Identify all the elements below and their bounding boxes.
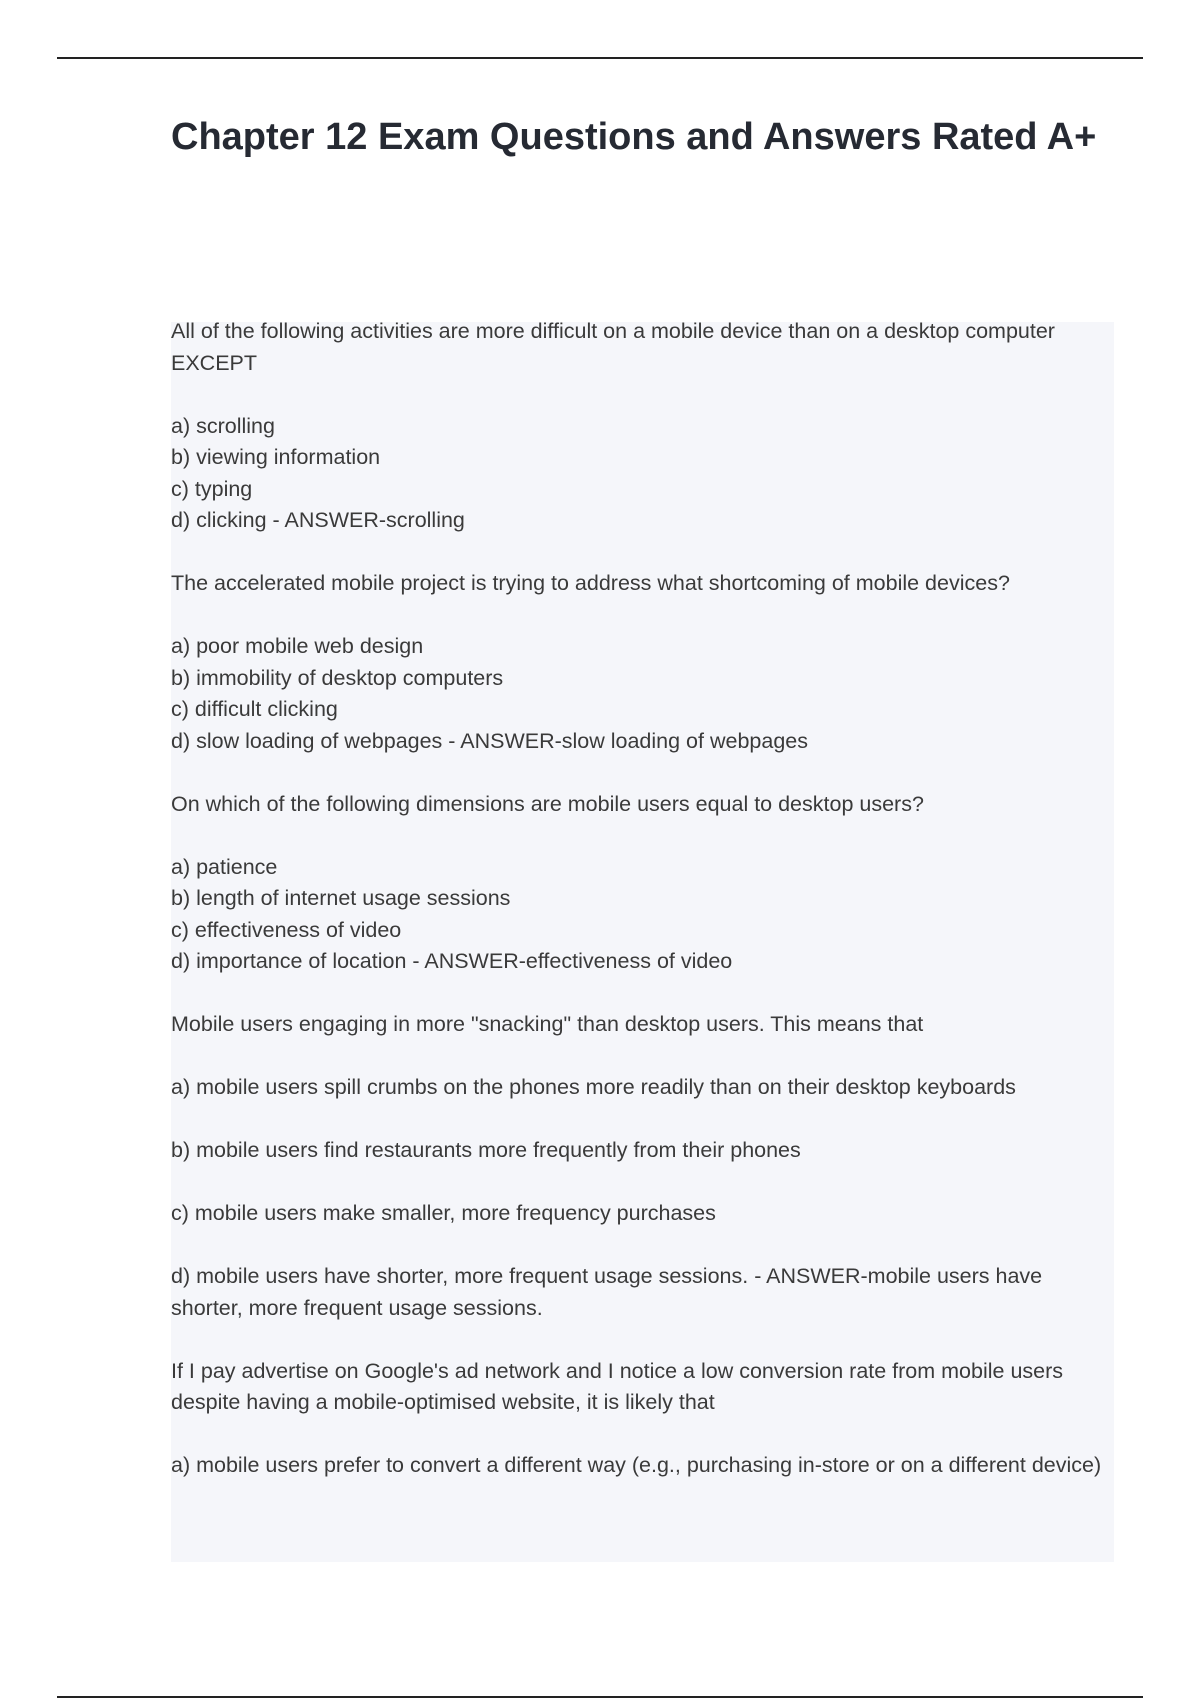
question-5: If I pay advertise on Google's ad network and I notice a low conversion rate from mobile users despite having a mobile-optimised website, it is likely that (171, 1358, 1064, 1414)
question-3: On which of the following dimensions are mobile users equal to desktop users? (171, 791, 924, 816)
question-3-options: a) patience b) length of internet usage sessions c) effectiveness of video d) importance of location - ANSWER-effectiveness of video (171, 854, 733, 973)
question-4-option-c: c) mobile users make smaller, more frequency purchases (171, 1201, 716, 1225)
question-2-options: a) poor mobile web design b) immobility of desktop computers c) difficult clicking d) slow loading of webpages - ANSWER-slow loading of webpages (171, 634, 808, 753)
question-4: Mobile users engaging in more "snacking" than desktop users. This means that (171, 1012, 924, 1036)
question-4-option-a: a) mobile users spill crumbs on the phones more readily than on their desktop keyboards (171, 1075, 1016, 1099)
question-1: All of the following activities are more difficult on a mobile device than on a desktop computer EXCEPT (171, 319, 1055, 375)
bottom-divider (57, 1696, 1143, 1698)
question-5-option-a: a) mobile users prefer to convert a different way (e.g., purchasing in-store or on a different device) (171, 1453, 1102, 1477)
page-title: Chapter 12 Exam Questions and Answers Rated A+ (171, 116, 1097, 158)
question-1-options: a) scrolling b) viewing information c) typing d) clicking - ANSWER-scrolling (171, 413, 465, 532)
question-4-option-d: d) mobile users have shorter, more frequent usage sessions. - ANSWER-mobile users have shorter, more frequent usage sessions. (171, 1264, 1043, 1320)
top-divider (57, 57, 1143, 59)
question-4-option-b: b) mobile users find restaurants more frequently from their phones (171, 1138, 801, 1162)
question-2: The accelerated mobile project is trying to address what shortcoming of mobile devices? (171, 571, 1010, 595)
qa-content (171, 316, 1111, 1513)
